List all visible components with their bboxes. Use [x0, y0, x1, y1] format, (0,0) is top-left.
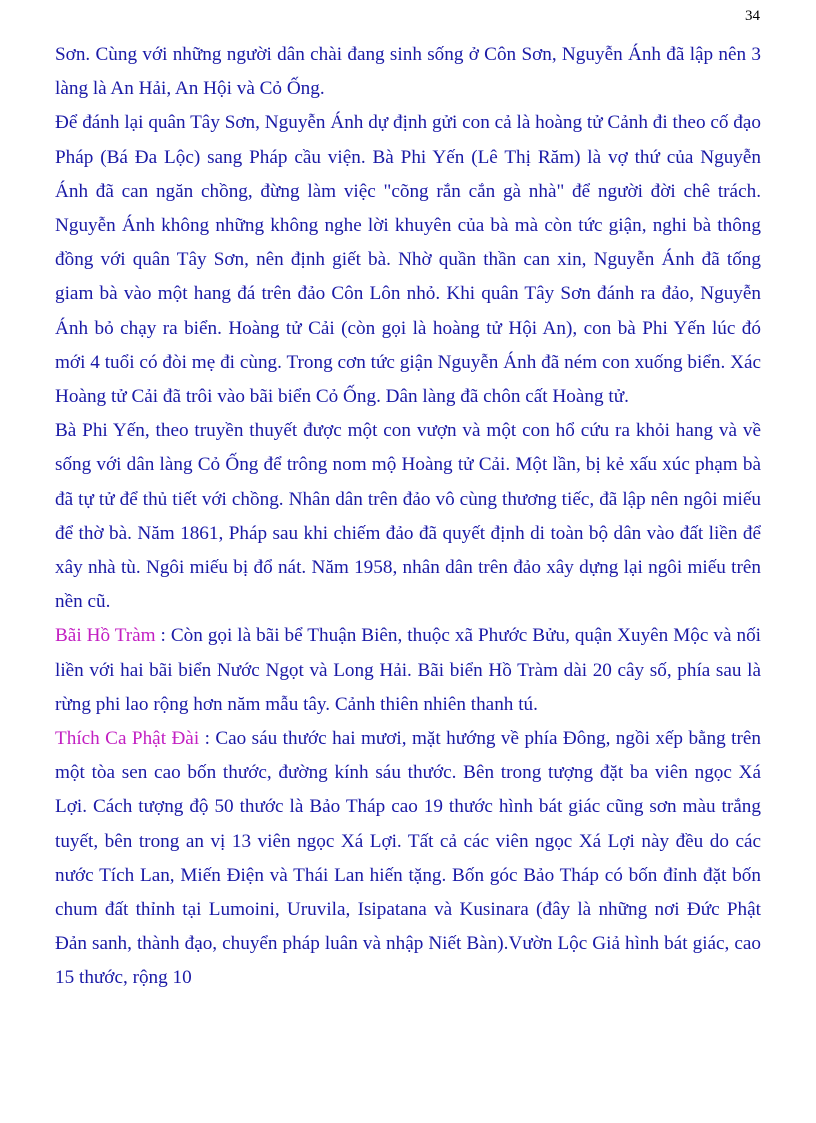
- paragraph-thich-ca-phat-dai: [55, 722, 761, 996]
- paragraph-con-son-villages: Sơn. Cùng với những người dân chài đang sinh sống ở Côn Sơn, Nguyễn Ánh đã lập nên 3 làng là An Hải, An Hội và Cỏ Ống.: [55, 44, 761, 100]
- paragraph-thich-ca-phat-dai-text: : Cao sáu thước hai mươi, mặt hướng về phía Đông, ngồi xếp bằng trên một tòa sen cao bốn thước, đường kính sáu thước. Bên trong tượng đặt ba viên ngọc Xá Lợi. Cách tượng độ 50 thước là Bảo Tháp cao 19 thước hình bát giác cũng sơn màu trắng tuyết, bên trong an vị 13 viên ngọc Xá Lợi. Tất cả các viên ngọc Xá Lợi này đều do các nước Tích Lan, Miến Điện và Thái Lan hiến tặng. Bốn góc Bảo Tháp có bốn đỉnh đặt bốn chum đất thỉnh tại Lumoini, Uruvila, Isipatana và Kusinara (đây là những nơi Đức Phật Đản sanh, thành đạo, chuyển pháp luân và nhập Niết Bàn).Vườn Lộc Giả hình bát giác, cao 15 thước, rộng 10: [55, 728, 762, 989]
- paragraph-phi-yen-story: Để đánh lại quân Tây Sơn, Nguyễn Ánh dự định gửi con cả là hoàng tử Cảnh đi theo cố đạo Pháp (Bá Đa Lộc) sang Pháp cầu viện. Bà Phi Yến (Lê Thị Răm) là vợ thứ của Nguyễn Ánh đã can ngăn chồng, đừng làm việc "cõng rắn cắn gà nhà" để người đời chê trách. Nguyễn Ánh không những không nghe lời khuyên của bà mà còn tức giận, nghi bà thông đồng với quân Tây Sơn, nên định giết bà. Nhờ quần thần can xin, Nguyễn Ánh đã tống giam bà vào một hang đá trên đảo Côn Lôn nhỏ. Khi quân Tây Sơn đánh ra đảo, Nguyễn Ánh bỏ chạy ra biển. Hoàng tử Cải (còn gọi là hoàng tử Hội An), con bà Phi Yến lúc đó mới 4 tuổi có đòi mẹ đi cùng. Trong cơn tức giận Nguyễn Ánh đã ném con xuống biển. Xác Hoàng tử Cải đã trôi vào bãi biển Cỏ Ống. Dân làng đã chôn cất Hoàng tử.: [55, 112, 761, 408]
- page-number: 34: [745, 8, 760, 24]
- paragraph-bai-ho-tram-text: : Còn gọi là bãi bể Thuận Biên, thuộc xã Phước Bửu, quận Xuyên Mộc và nối liền với hai bãi biển Nước Ngọt và Long Hải. Bãi biển Hồ Tràm dài 20 cây số, phía sau là rừng phi lao rộng hơn năm mẫu tây. Cảnh thiên nhiên thanh tú.: [55, 625, 761, 715]
- term-bai-ho-tram: Bãi Hồ Tràm: [55, 625, 156, 647]
- paragraph-bai-ho-tram: [55, 619, 761, 722]
- paragraph-phi-yen-legend: Bà Phi Yến, theo truyền thuyết được một con vượn và một con hổ cứu ra khỏi hang và về sống với dân làng Cỏ Ống để trông nom mộ Hoàng tử Cải. Một lần, bị kẻ xấu xúc phạm bà đã tự tử để thủ tiết với chồng. Nhân dân trên đảo vô cùng thương tiếc, đã lập nên ngôi miếu để thờ bà. Năm 1861, Pháp sau khi chiếm đảo đã quyết định di toàn bộ dân vào đất liền để xây nhà tù. Ngôi miếu bị đổ nát. Năm 1958, nhân dân trên đảo xây dựng lại ngôi miếu trên nền cũ.: [55, 420, 761, 613]
- term-thich-ca-phat-dai: Thích Ca Phật Đài: [55, 728, 200, 750]
- document-body: [55, 38, 761, 996]
